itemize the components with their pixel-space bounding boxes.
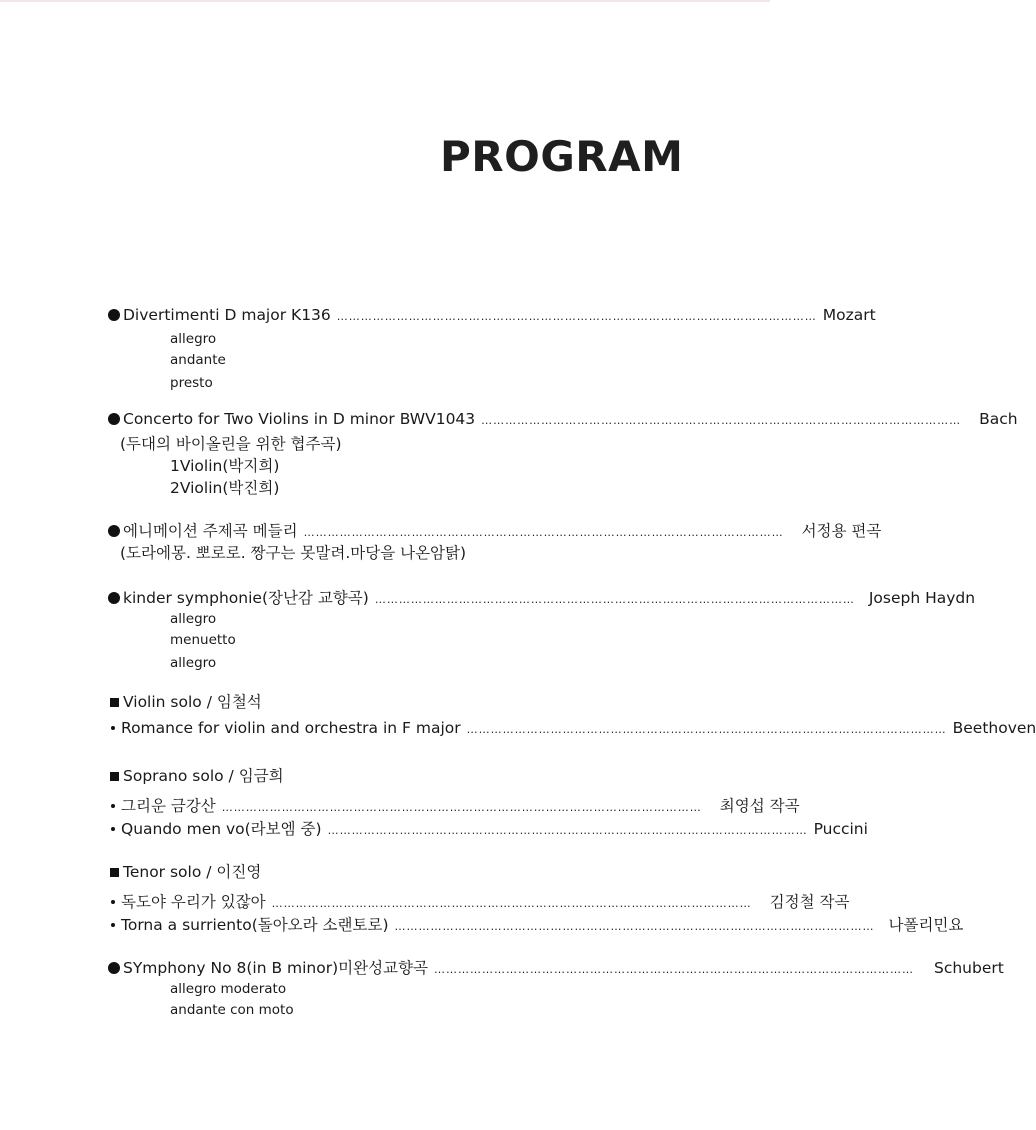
section-header-text: Soprano solo / 임금희: [123, 767, 284, 785]
top-border-line: [0, 0, 770, 2]
section-header-text: Tenor solo / 이진영: [123, 863, 262, 881]
small-dot-icon: [111, 827, 115, 831]
dot-leader: …………………………………………………………………………………………………………: [481, 414, 962, 427]
piece-title: [108, 719, 461, 737]
composer: Beethoven: [952, 719, 1036, 737]
program-row: [108, 794, 800, 817]
small-dot-icon: [111, 923, 115, 927]
dot-leader: …………………………………………………………………………………………………………: [327, 824, 808, 837]
piece-title: [108, 586, 369, 608]
section-header: [108, 764, 664, 787]
piece-title-text: Torna a surriento(돌아오라 소랜토로): [121, 916, 389, 934]
composer: 나폴리민요: [888, 916, 964, 934]
piece-title-text: 그리운 금강산: [121, 797, 216, 815]
small-dot-icon: [111, 900, 115, 904]
program-entry-schubert: [108, 956, 1004, 1021]
piece-title-text: SYmphony No 8(in B minor)미완성교향곡: [123, 959, 428, 977]
section-header-label: [108, 860, 261, 882]
composer: Bach: [979, 410, 1018, 428]
piece-title: [108, 890, 266, 912]
program-entry-animation: [108, 519, 882, 564]
dot-leader: …………………………………………………………………………………………………………: [433, 963, 914, 976]
program-entry-soprano-solo: [108, 764, 868, 840]
program-row: [108, 913, 964, 936]
section-header: [108, 860, 664, 883]
piece-note: (도라에몽. 뽀로로. 짱구는 못말려.마당을 나온암탉): [120, 544, 467, 562]
dot-leader: …………………………………………………………………………………………………………: [466, 723, 947, 736]
movement: allegro: [170, 611, 217, 627]
section-header-text: Violin solo / 임철석: [123, 693, 262, 711]
composer: Schubert: [933, 959, 1004, 977]
composer: 최영섭 작곡: [719, 797, 800, 815]
piece-title: [108, 306, 331, 324]
dot-leader: …………………………………………………………………………………………………………: [374, 593, 855, 606]
dot-leader: …………………………………………………………………………………………………………: [271, 897, 752, 910]
program-row: [108, 817, 868, 840]
movement: allegro: [170, 331, 217, 347]
piece-title-text: Romance for violin and orchestra in F major: [121, 719, 461, 737]
bullet-icon: [108, 592, 120, 604]
dot-leader: …………………………………………………………………………………………………………: [303, 526, 784, 539]
program-row: [108, 890, 850, 913]
square-bullet-icon: [110, 868, 119, 877]
movement: allegro: [170, 655, 217, 671]
piece-note: (두대의 바이올린을 위한 협주곡): [120, 435, 342, 453]
piece-title-text: kinder symphonie(장난감 교향곡): [123, 589, 369, 607]
composer: 서정용 편곡: [801, 522, 882, 540]
section-header-label: [108, 764, 284, 786]
program-row: [108, 410, 1018, 433]
movement: menuetto: [170, 632, 236, 648]
bullet-icon: [108, 413, 120, 425]
composer: 김정철 작곡: [769, 893, 850, 911]
piece-title-text: Quando men vo(라보엠 중): [121, 820, 322, 838]
bullet-icon: [108, 309, 120, 321]
section-header-label: [108, 690, 262, 712]
program-row: [108, 306, 876, 329]
page-title: PROGRAM: [440, 132, 684, 181]
section-header: [108, 690, 664, 713]
program-entry-violin-solo: [108, 690, 1036, 742]
piece-title: [108, 519, 298, 541]
small-dot-icon: [111, 804, 115, 808]
piece-title-text: 에니메이션 주제곡 메들리: [123, 522, 298, 540]
piece-title: [108, 956, 428, 978]
square-bullet-icon: [110, 698, 119, 707]
movement: presto: [170, 375, 213, 391]
piece-title-text: Concerto for Two Violins in D minor BWV1043: [123, 410, 476, 428]
performer: 1Violin(박지희): [170, 457, 280, 475]
composer: Mozart: [822, 306, 876, 324]
program-entry-bach: [108, 410, 1018, 499]
dot-leader: …………………………………………………………………………………………………………: [221, 801, 702, 814]
piece-title: [108, 794, 216, 816]
piece-title: [108, 913, 389, 935]
performer: 2Violin(박진희): [170, 479, 280, 497]
piece-title-text: Divertimenti D major K136: [123, 306, 331, 324]
program-row: [108, 719, 1036, 742]
program-row: [108, 519, 882, 542]
composer: Puccini: [813, 820, 868, 838]
dot-leader: …………………………………………………………………………………………………………: [394, 920, 875, 933]
piece-title-text: 독도야 우리가 있잖아: [121, 893, 266, 911]
square-bullet-icon: [110, 772, 119, 781]
composer: Joseph Haydn: [868, 589, 976, 607]
piece-title: [108, 410, 475, 428]
program-entry-haydn: [108, 586, 976, 674]
program-entry-tenor-solo: [108, 860, 964, 936]
movement: andante con moto: [170, 1002, 294, 1018]
movement: andante: [170, 352, 226, 368]
piece-title: [108, 817, 322, 839]
program-row: [108, 956, 1004, 979]
movement: allegro moderato: [170, 981, 287, 997]
bullet-icon: [108, 525, 120, 537]
small-dot-icon: [111, 726, 115, 730]
program-row: [108, 586, 976, 609]
bullet-icon: [108, 962, 120, 974]
program-entry-mozart: [108, 306, 876, 394]
dot-leader: …………………………………………………………………………………………………………: [336, 310, 817, 323]
